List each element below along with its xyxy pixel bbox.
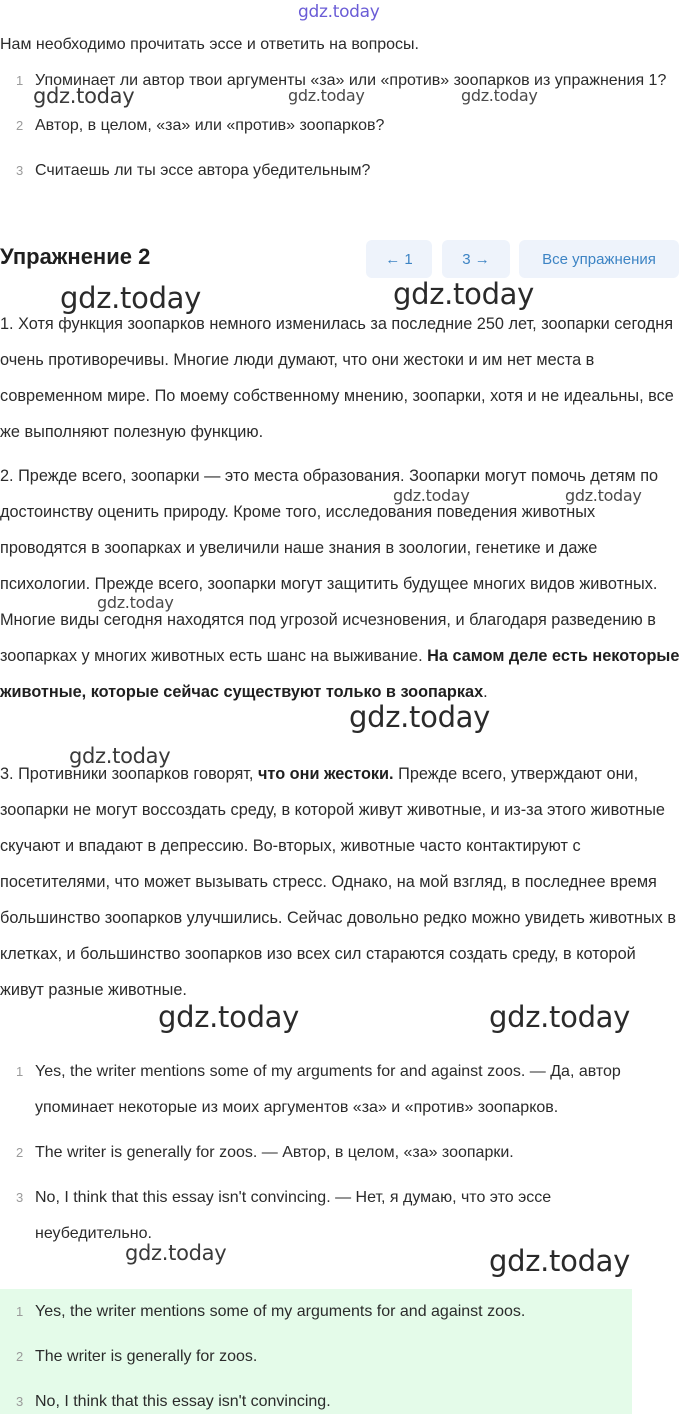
list-item (0, 153, 680, 188)
watermark-logo: gdz.today (393, 486, 470, 505)
list-item (0, 1379, 632, 1424)
intro-text: Нам необходимо прочитать эссе и ответить на вопросы. (0, 36, 419, 53)
list-item-number: 1 (16, 1064, 24, 1079)
list-item-text: No, I think that this essay isn't convincing. — Нет, я думаю, что это эссе неубедительно. (35, 1189, 552, 1242)
watermark-logo: gdz.today (349, 700, 491, 734)
list-item-number: 2 (16, 1349, 24, 1364)
watermark-logo: gdz.today (158, 1000, 300, 1034)
paragraph-text-rest: Прежде всего, утверждают они, зоопарки не могут воссоздать среду, в которой живут животные, и из-за этого животные скучают и впадают в депрессию. Во-вторых, животные часто контактируют с посетителями, что может вызывать стресс. Однако, на мой взгляд, в последнее время большинство зоопарков улучшились. Сейчас довольно редко можно увидеть животных в клетках, и большинство зоопарков изо всех сил стараются создать среду, в которой живут разные животные. (0, 765, 676, 999)
watermark-logo: gdz.today (125, 1241, 227, 1265)
watermark-logo: gdz.today (489, 1000, 631, 1034)
watermark-logo: gdz.today (97, 593, 174, 612)
paragraph-bold-text: что они жестоки. (257, 765, 394, 783)
essay-paragraph-3 (0, 756, 680, 1008)
answers-list (0, 1054, 680, 1252)
watermark-logo: gdz.today (288, 86, 365, 105)
list-item (0, 1180, 680, 1252)
list-item (0, 1054, 680, 1126)
list-item-number: 3 (16, 163, 24, 178)
list-item-text: Yes, the writer mentions some of my arguments for and against zoos. — Да, автор упоминает некоторые из моих аргументов «за» и «против» зоопарков. (35, 1063, 621, 1116)
list-item-number: 1 (16, 73, 24, 88)
watermark-logo: gdz.today (565, 486, 642, 505)
list-item-number: 2 (16, 1145, 24, 1160)
paragraph-bold-text: На самом деле есть некоторые животные, которые сейчас существуют только в зоопарках (0, 647, 680, 701)
list-item-text: No, I think that this essay isn't convincing. (35, 1393, 331, 1410)
list-item-text: Автор, в целом, «за» или «против» зоопарков? (35, 117, 385, 134)
watermark-logo: gdz.today (69, 744, 171, 768)
questions-list (0, 63, 680, 188)
all-exercises-button[interactable]: Все упражнения (519, 240, 679, 278)
watermark-logo: gdz.today (33, 84, 135, 108)
prev-exercise-button[interactable]: ← 1 (366, 240, 432, 278)
watermark-logo: gdz.today (298, 2, 380, 22)
list-item-text: Yes, the writer mentions some of my arguments for and against zoos. (35, 1303, 526, 1320)
paragraph-text-end: . (483, 683, 488, 701)
list-item-text: The writer is generally for zoos. — Автор, в целом, «за» зоопарки. (35, 1144, 514, 1161)
list-item-number: 3 (16, 1394, 24, 1409)
paragraph-text: 2. Прежде всего, зоопарки — это места образования. Зоопарки могут помочь детям по достоинству оценить природу. Кроме того, исследования поведения животных проводятся в зоопарках и увеличили наше знания в зоологии, генетике и даже психологии. Прежде всего, зоопарки могут защитить будущее многих видов животных. Многие виды сегодня находятся под угрозой исчезновения, и благодаря разведению в зоопарках у многих животных есть шанс на выживание. (0, 467, 659, 665)
answers-english-box (0, 1289, 632, 1414)
next-exercise-button[interactable]: 3 → (442, 240, 510, 278)
list-item (0, 108, 680, 143)
list-item-number: 2 (16, 118, 24, 133)
list-item (0, 1334, 632, 1379)
watermark-logo: gdz.today (489, 1244, 631, 1278)
list-item-text: Считаешь ли ты эссе автора убедительным? (35, 162, 371, 179)
watermark-logo: gdz.today (461, 86, 538, 105)
essay-paragraph-1: 1. Хотя функция зоопарков немного изменилась за последние 250 лет, зоопарки сегодня очень противоречивы. Многие люди думают, что они жестоки и им нет места в современном мире. По моему собственному мнению, зоопарки, хотя и не идеальны, все же выполняют полезную функцию. (0, 315, 674, 441)
exercise-title: Упражнение 2 (0, 244, 151, 269)
watermark-logo: gdz.today (60, 281, 202, 315)
watermark-logo: gdz.today (393, 277, 535, 311)
list-item-text: Упоминает ли автор твои аргументы «за» или «против» зоопарков из упражнения 1? (35, 72, 667, 89)
list-item-number: 3 (16, 1190, 24, 1205)
list-item (0, 1289, 632, 1334)
list-item-number: 1 (16, 1304, 24, 1319)
list-item (0, 1135, 680, 1171)
paragraph-text: 3. Противники зоопарков говорят, (0, 765, 258, 783)
list-item-text: The writer is generally for zoos. (35, 1348, 258, 1365)
